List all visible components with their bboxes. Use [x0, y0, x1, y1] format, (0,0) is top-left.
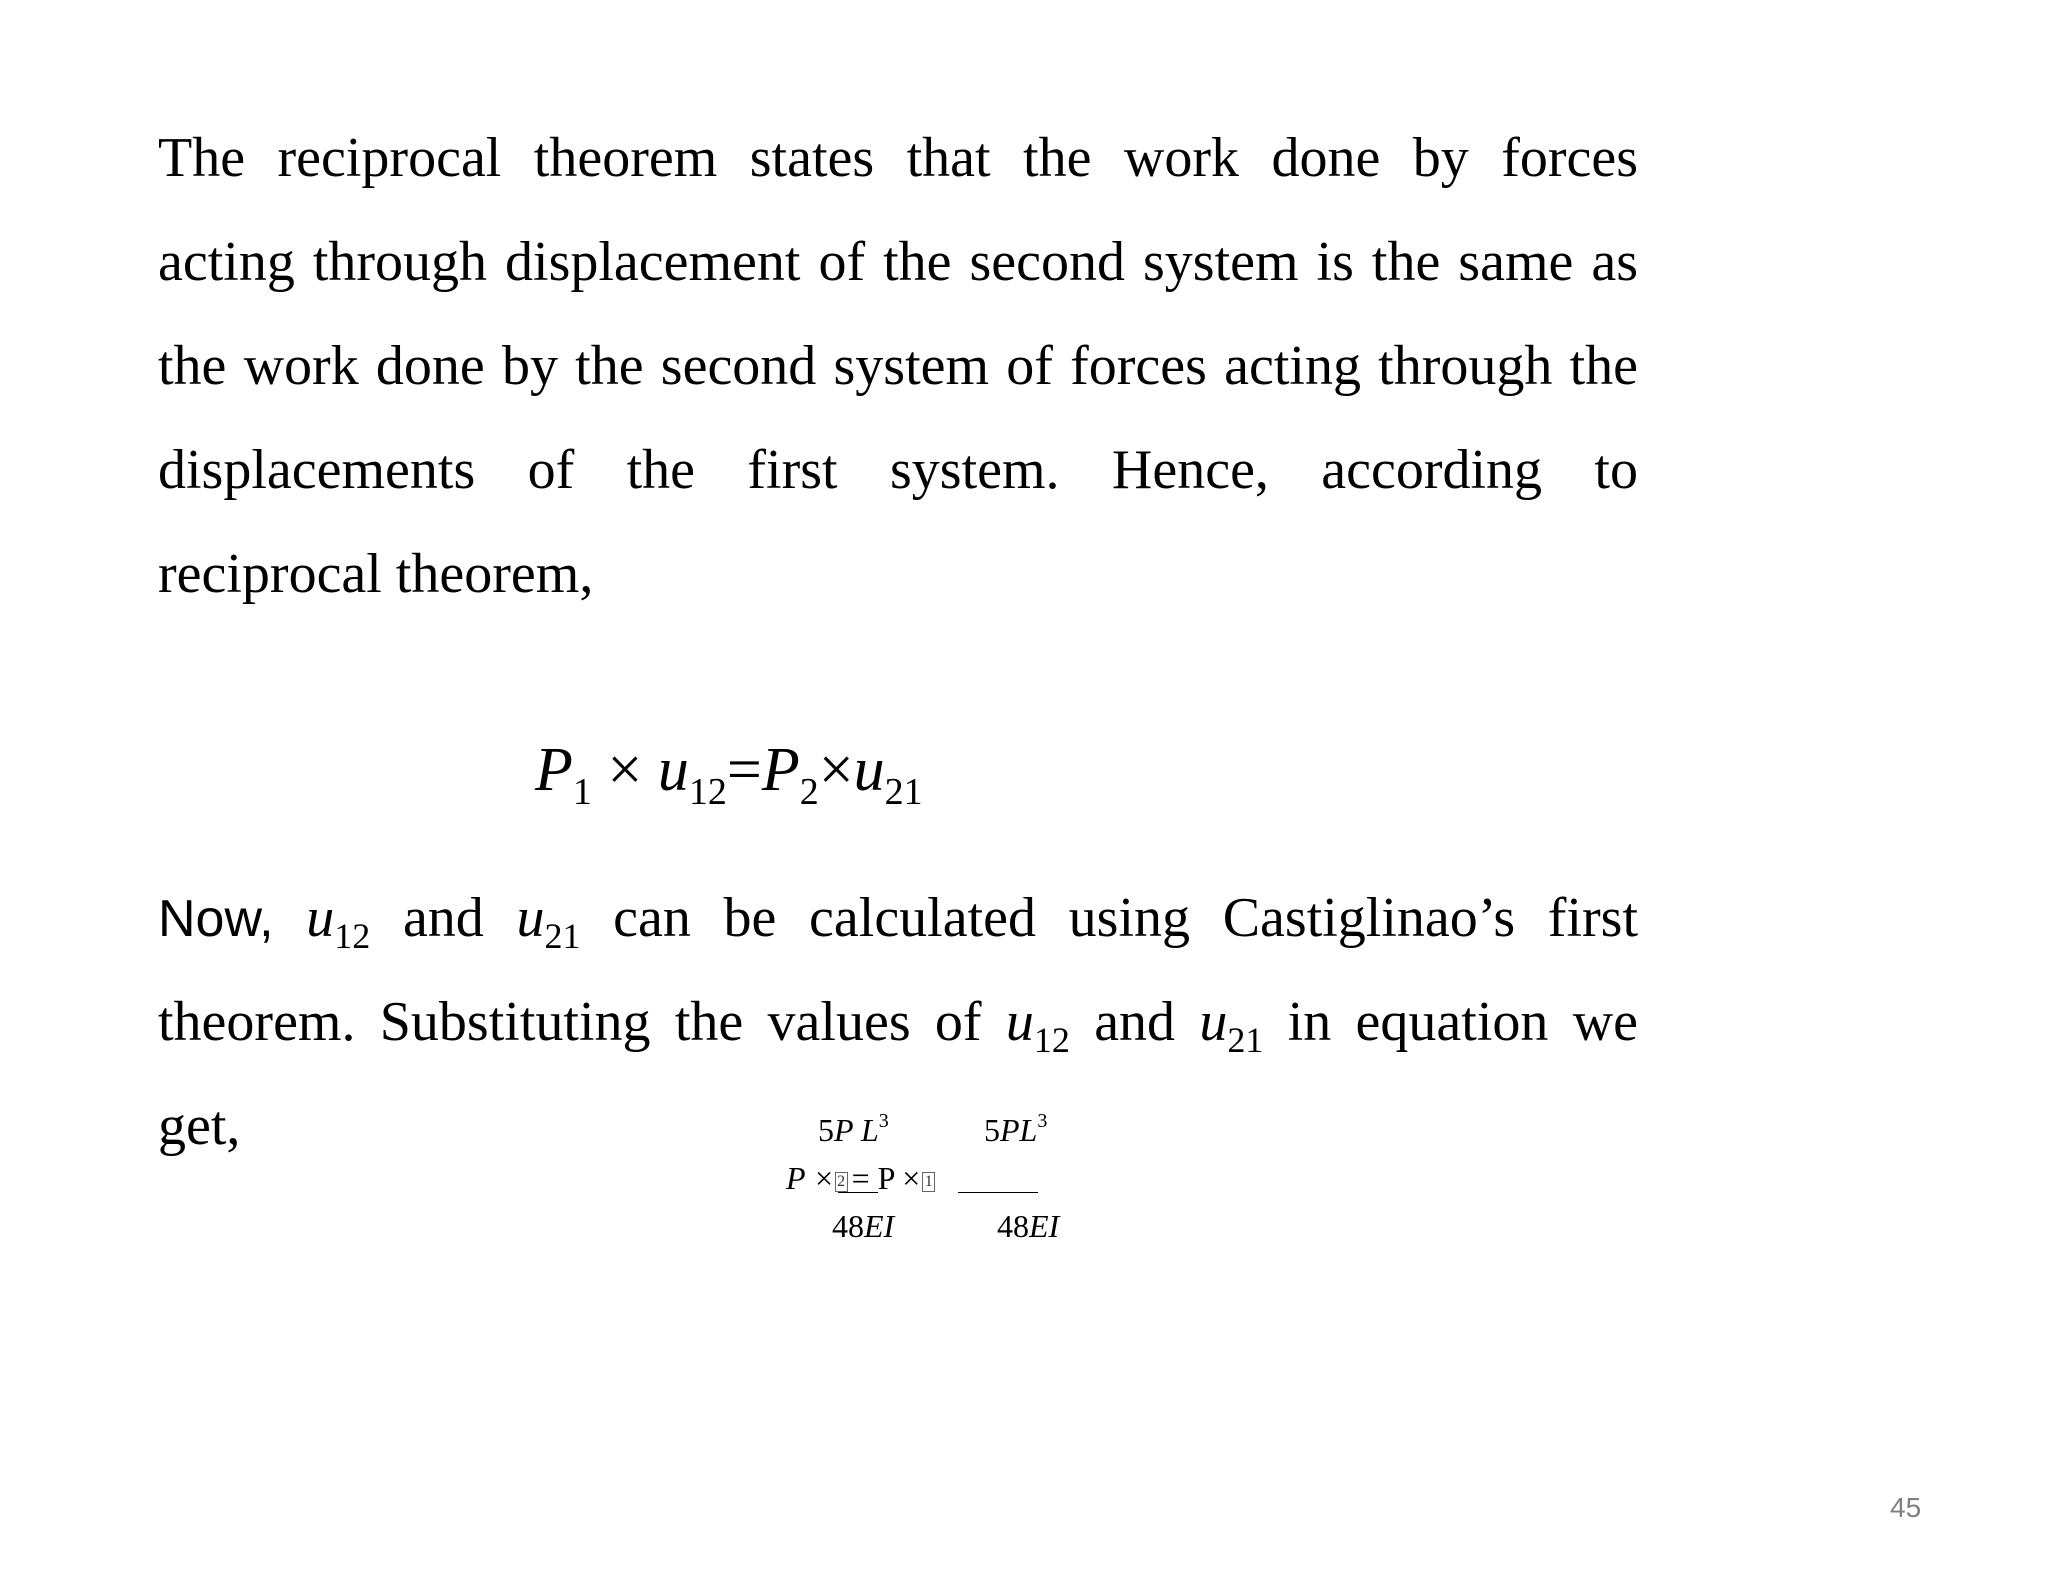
fraction-line	[838, 1192, 878, 1193]
paragraph-line: acting through displacement of the second system is the same as	[158, 231, 1638, 293]
paragraph-line: get,	[158, 1095, 241, 1157]
paragraph-line: displacements of the first system. Hence, according to	[158, 439, 1638, 501]
page-number: 45	[1890, 1492, 1922, 1523]
paragraph-substitution	[158, 866, 1638, 1178]
paragraph-line: reciprocal theorem,	[158, 543, 594, 605]
paragraph-line: theorem. Substituting the values of $u_{12}$ and $u_{21}$ in equation we	[158, 991, 1638, 1060]
denominator-right: 48EI	[997, 1208, 1060, 1244]
reciprocal-equation: $P_1 \times u_{12}=P_2\times u_{21}$	[535, 736, 923, 813]
fraction-line	[958, 1192, 1038, 1193]
paragraph-reciprocal-theorem	[158, 106, 1638, 626]
placeholder-box: 1	[922, 1172, 935, 1192]
paragraph-line: The reciprocal theorem states that the work done by forces	[158, 127, 1638, 189]
numerator-left: 5P $L^3$	[818, 1110, 889, 1148]
paragraph-line: Now, $u_{12}$ and $u_{21}$ can be calculated using Castiglinao’s first	[158, 887, 1639, 956]
numerator-right: $5PL^3$	[984, 1110, 1048, 1148]
paragraph-line: the work done by the second system of forces acting through the	[158, 335, 1638, 397]
denominator-left: 48EI	[832, 1208, 895, 1244]
placeholder-box: 2	[835, 1172, 848, 1192]
equation-row: P × 2 = P × 1	[786, 1160, 935, 1197]
